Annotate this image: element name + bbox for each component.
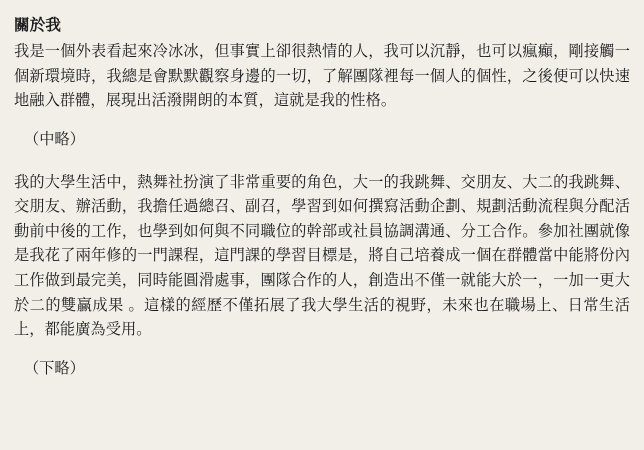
page-title: 關於我	[14, 17, 62, 34]
paragraph-college-life: 我的大學生活中，熱舞社扮演了非常重要的角色，大一的我跳舞、交朋友、大二的我跳舞、交朋友、辦活動，我擔任過總召、副召，學習到如何撰寫活動企劃、規劃活動流程與分配活動前中後的工作，也學到如何與不同職位的幹部或社員協調溝通、分工合作。參加社團就像是我花了兩年修的一門課程，這門課的學習目標是，將自己培養成一個在群體當中能將份內工作做到最完美，同時能圓滑處事，團隊合作的人，創造出不僅一就能大於一，一加一更大於二的雙贏成果 。這樣的經歷不僅拓展了我大學生活的視野，未來也在職場上、日常生活上，都能廣為受用。	[14, 173, 630, 339]
omission-note-end: （下略）	[24, 359, 85, 377]
paragraph-about-me: 我是一個外表看起來冷冰冰，但事實上卻很熱情的人，我可以沉靜，也可以瘋癲，剛接觸一個新環境時，我總是會默默觀察身邊的一切，了解團隊裡每一個人的個性，之後便可以快速地融入群體，展現出活潑開朗的本質，這就是我的性格。	[14, 43, 630, 110]
paragraph-spacer	[14, 343, 630, 357]
paragraph-spacer	[14, 114, 630, 128]
omission-note-middle: （中略）	[24, 130, 85, 148]
paragraph-spacer	[14, 153, 630, 171]
